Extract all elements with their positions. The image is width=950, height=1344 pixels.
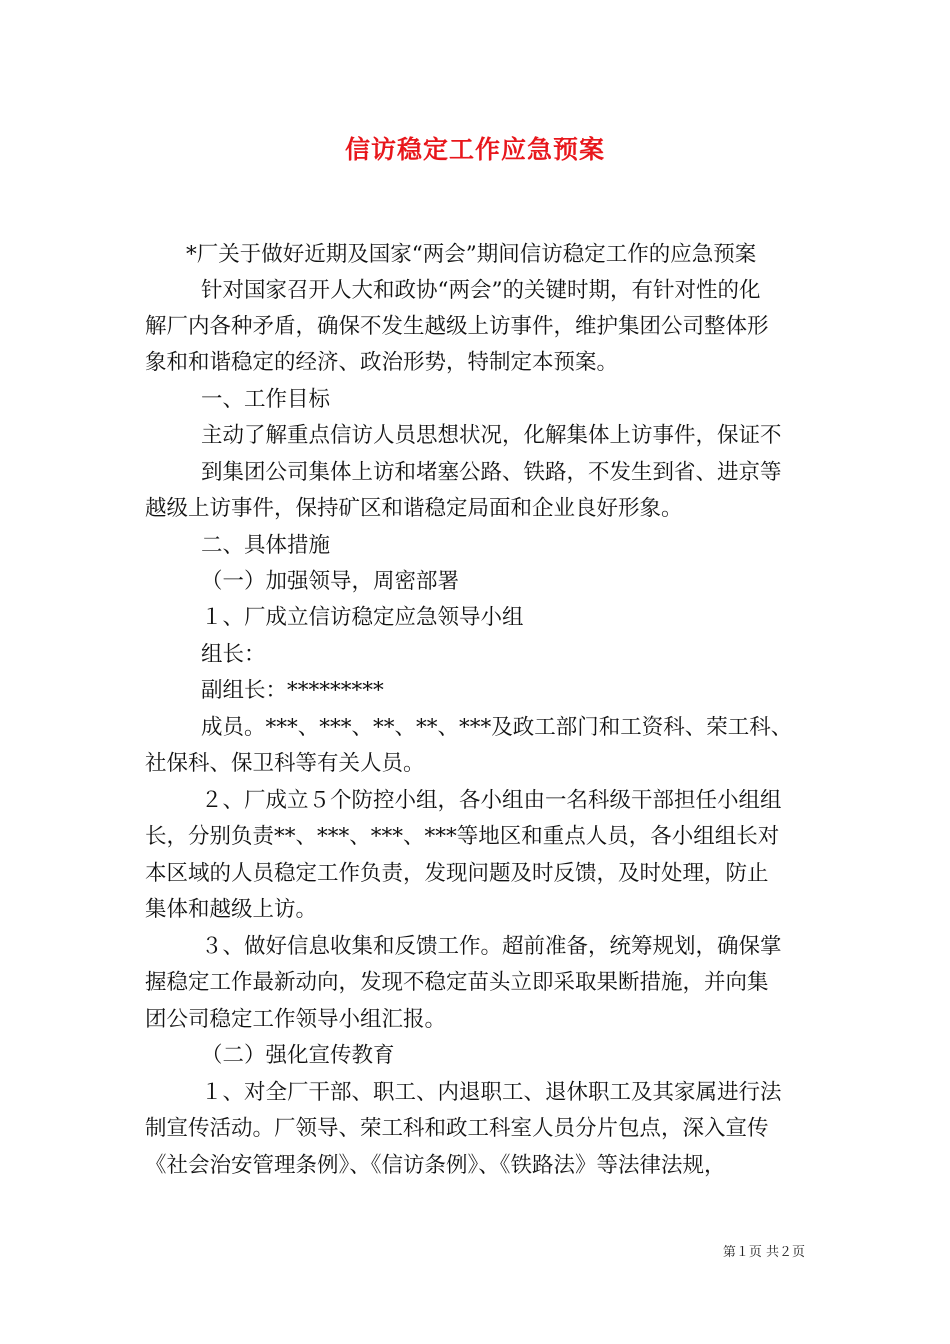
subsection-heading: （二）强化宣传教育 xyxy=(201,1043,395,1068)
text-line: 本区域的人员稳定工作负责，发现问题及时反馈，及时处理，防止 xyxy=(145,861,769,886)
text-line: 集体和越级上访。 xyxy=(145,897,318,922)
text-line: 社保科、保卫科等有关人员。 xyxy=(145,751,425,776)
text-line: 成员。***、***、**、**、***及政工部门和工资科、荣工科、 xyxy=(201,715,793,740)
text-line: 握稳定工作最新动向，发现不稳定苗头立即采取果断措施，并向集 xyxy=(145,970,769,995)
text-line: 针对国家召开人大和政协“两会”的关键时期，有针对性的化 xyxy=(201,278,761,303)
text-line: 《社会治安管理条例》、《信访条例》、《铁路法》等法律法规， xyxy=(145,1153,726,1178)
page-title: 信访稳定工作应急预案 xyxy=(344,135,605,164)
text-line: 象和和谐稳定的经济、政治形势，特制定本预案。 xyxy=(145,350,619,375)
section-heading: 一、工作目标 xyxy=(201,387,331,412)
text-line: 主动了解重点信访人员思想状况，化解集体上访事件，保证不 xyxy=(201,423,782,448)
section-heading: 二、具体措施 xyxy=(201,533,331,558)
subsection-heading: （一）加强领导，周密部署 xyxy=(201,569,460,594)
text-line: 组长： xyxy=(201,642,266,667)
text-line: 制宣传活动。厂领导、荣工科和政工科室人员分片包点，深入宣传 xyxy=(145,1116,769,1141)
text-line: 解厂内各种矛盾，确保不发生越级上访事件，维护集团公司整体形 xyxy=(145,314,769,339)
text-line: 到集团公司集体上访和堵塞公路、铁路，不发生到省、进京等 xyxy=(201,460,782,485)
text-line: 长，分别负责**、***、***、***等地区和重点人员，各小组组长对 xyxy=(145,824,780,849)
text-line: ２、厂成立５个防控小组，各小组由一名科级干部担任小组组 xyxy=(201,788,782,813)
text-line: ３、做好信息收集和反馈工作。超前准备，统筹规划，确保掌 xyxy=(201,934,782,959)
text-line: 团公司稳定工作领导小组汇报。 xyxy=(145,1007,447,1032)
page-footer: 第１页 共２页 xyxy=(722,1245,805,1260)
text-line: *厂关于做好近期及国家“两会”期间信访稳定工作的应急预案 xyxy=(186,242,757,267)
text-line: １、对全厂干部、职工、内退职工、退休职工及其家属进行法 xyxy=(201,1080,782,1105)
text-line: 越级上访事件，保持矿区和谐稳定局面和企业良好形象。 xyxy=(145,496,683,521)
text-line: １、厂成立信访稳定应急领导小组 xyxy=(201,605,524,630)
text-line: 副组长：********* xyxy=(201,678,384,703)
